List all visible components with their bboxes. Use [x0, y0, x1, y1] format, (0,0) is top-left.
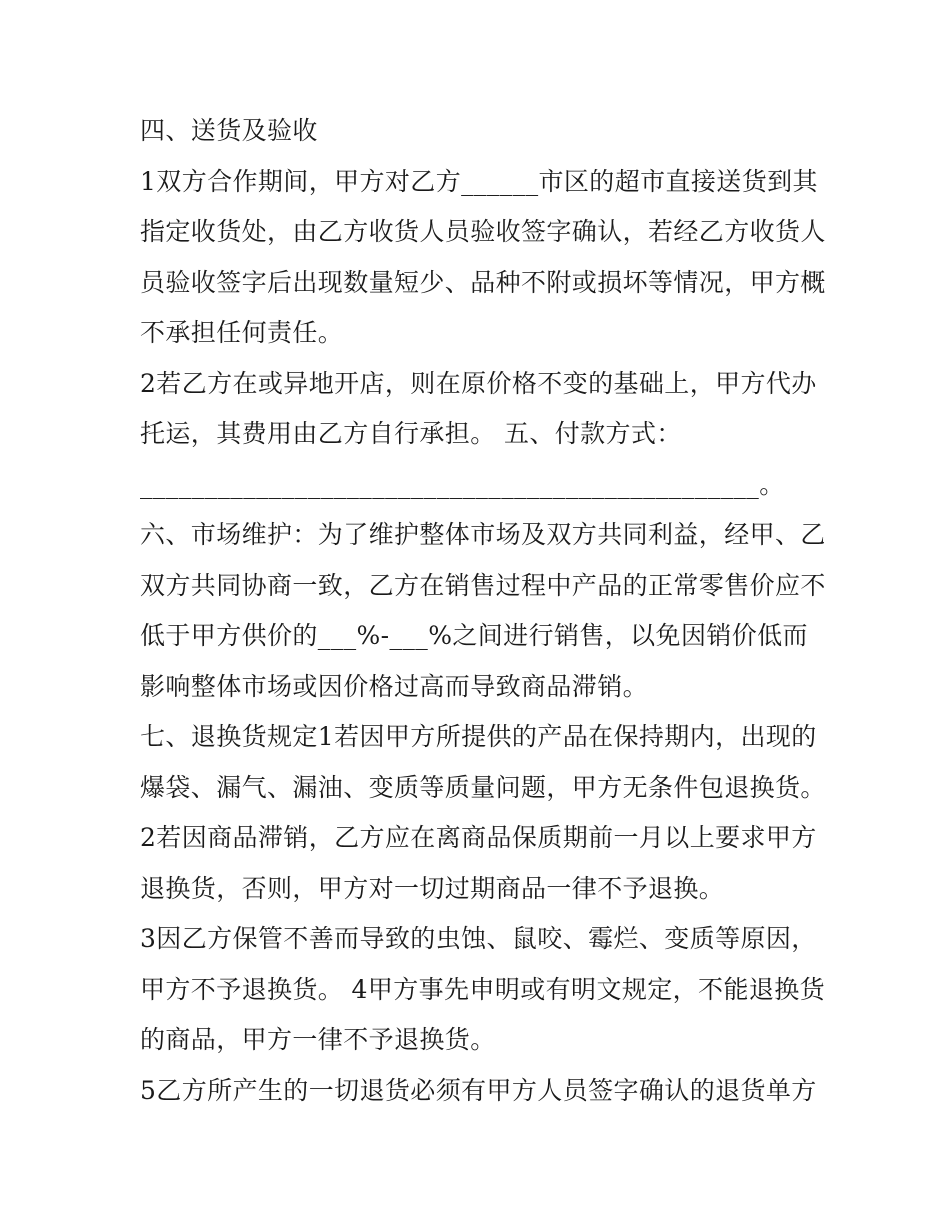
text-line: 员验收签字后出现数量短少、品种不附或损坏等情况，甲方概: [140, 267, 826, 297]
text-line: 2若因商品滞销，乙方应在离商品保质期前一月以上要求甲方: [140, 823, 817, 852]
section-returns: 七、退换货规定1若因甲方所提供的产品在保持期内，出现的: [140, 722, 817, 751]
text-line: 3因乙方保管不善而导致的虫蚀、鼠咬、霉烂、变质等原因，: [140, 924, 817, 953]
text-line: 双方共同协商一致，乙方在销售过程中产品的正常零售价应不: [140, 570, 826, 600]
text-line: 1双方合作期间，甲方对乙方______市区的超市直接送货到其: [140, 166, 818, 196]
text-line: 2若乙方在或异地开店，则在原价格不变的基础上，甲方代办: [140, 368, 817, 398]
text-line: 影响整体市场或因价格过高而导致商品滞销。: [140, 671, 649, 701]
text-line: 托运，其费用由乙方自行承担。 五、付款方式：: [140, 419, 682, 448]
text-line: 甲方不予退换货。 4甲方事先申明或有明文规定，不能退换货: [140, 974, 826, 1004]
text-line: 爆袋、漏气、漏油、变质等质量问题，甲方无条件包退换货。: [140, 772, 826, 802]
blank-fill-line: ________________________________________________。: [140, 469, 785, 499]
text-line: 低于甲方供价的___%-___%之间进行销售，以免因销价低而: [140, 621, 808, 650]
section-market-maintenance: 六、市场维护：为了维护整体市场及双方共同利益，经甲、乙: [140, 520, 826, 549]
text-line: 5乙方所产生的一切退货必须有甲方人员签字确认的退货单方: [140, 1075, 817, 1105]
text-line: 不承担任何责任。: [140, 318, 344, 347]
section-heading-delivery: 四、送货及验收: [140, 116, 318, 145]
document-body: [140, 106, 826, 1116]
text-line: 的商品，甲方一律不予退换货。: [140, 1025, 496, 1054]
text-line: 退换货，否则，甲方对一切过期商品一律不予退换。: [140, 873, 725, 903]
text-line: 指定收货处，由乙方收货人员验收签字确认，若经乙方收货人: [140, 217, 826, 246]
